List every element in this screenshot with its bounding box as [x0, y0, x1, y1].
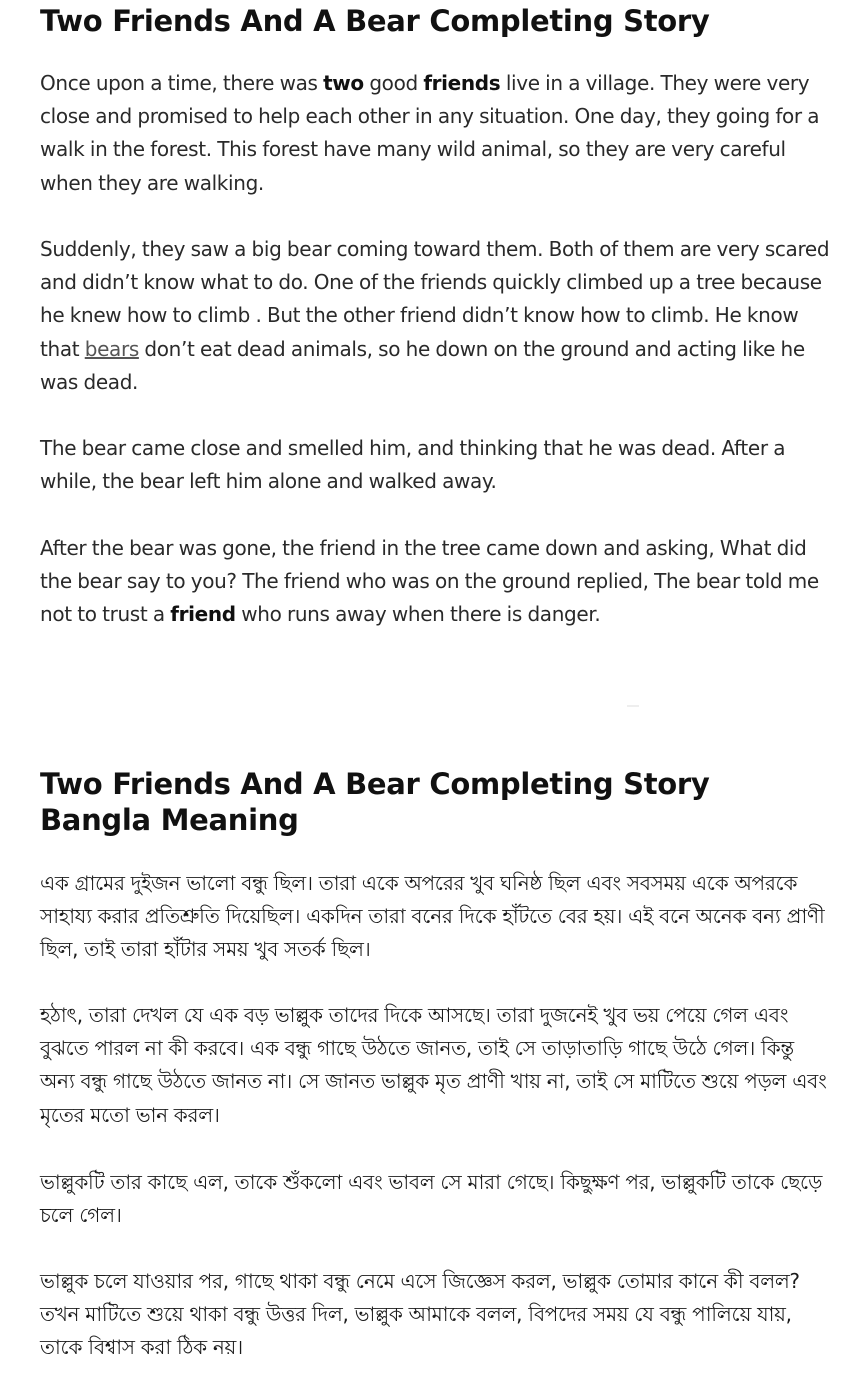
text-run: After the bear was gone, the friend in the tree came down and asking, What did the bear say to you? The friend who was on the ground replied, The bear told me not to trust a	[40, 536, 819, 627]
bangla-paragraph-4: ভাল্লুক চলে যাওয়ার পর, গাছে থাকা বন্ধু নেমে এসে জিজ্ঞেস করল, ভাল্লুক তোমার কানে কী বলল? তখন মাটিতে শুয়ে থাকা বন্ধু উত্তর দিল, ভাল্লুক আমাকে বলল, বিপদের সময় যে বন্ধু পালিয়ে যায়, তাকে বিশ্বাস করা ঠিক নয়।	[40, 1269, 800, 1360]
bangla-paragraph-1: এক গ্রামের দুইজন ভালো বন্ধু ছিল। তারা একে অপরের খুব ঘনিষ্ঠ ছিল এবং সবসময় একে অপরকে সাহায্য করার প্রতিশ্রুতি দিয়েছিল। একদিন তারা বনের দিকে হাঁটতে বের হয়। এই বনে অনেক বন্য প্রাণী ছিল, তাই তারা হাঁটার সময় খুব সতর্ক ছিল।	[40, 871, 825, 962]
english-paragraph-4	[40, 532, 830, 632]
english-paragraph-2	[40, 233, 830, 399]
bold-word: friends	[423, 71, 501, 95]
bangla-section-title	[40, 766, 830, 838]
text-run: Suddenly, they saw a big bear coming toward them. Both of them are very scared and didn’t know what to do. One of the friends quickly climbed up a tree because he knew how to climb . But the other friend didn’t know how to climb. He know that	[40, 237, 830, 361]
english-paragraph-1	[40, 67, 830, 200]
english-paragraph-3: The bear came close and smelled him, and thinking that he was dead. After a while, the bear left him alone and walked away.	[40, 436, 786, 494]
text-run: don’t eat dead animals, so he down on the ground and acting like he was dead.	[40, 336, 805, 394]
separator-mark	[627, 705, 639, 707]
story-title: Two Friends And A Bear Completing Story	[40, 4, 710, 38]
title-line: Two Friends And A Bear Completing Story	[40, 767, 710, 801]
bears-link[interactable]: bears	[84, 336, 139, 361]
bold-word: two	[323, 71, 364, 95]
bangla-paragraph-3: ভাল্লুকটি তার কাছে এল, তাকে শুঁকলো এবং ভাবল সে মারা গেছে। কিছুক্ষণ পর, ভাল্লুকটি তাকে ছেড়ে চলে গেল।	[40, 1170, 823, 1228]
text-run: live in a village. They were very close and promised to help each other in any situation. One day, they going for a walk in the forest. This forest have many wild animal, so they are very careful when they are walking.	[40, 71, 820, 195]
text-run: good	[363, 71, 424, 95]
title-line: Bangla Meaning	[40, 803, 299, 837]
text-run: Once upon a time, there was	[40, 71, 324, 95]
text-run: who runs away when there is danger.	[235, 602, 601, 627]
bold-word: friend	[170, 602, 236, 627]
bangla-paragraph-2: হঠাৎ, তারা দেখল যে এক বড় ভাল্লুক তাদের দিকে আসছে। তারা দুজনেই খুব ভয় পেয়ে গেল এবং বুঝতে পারল না কী করবে। এক বন্ধু গাছে উঠতে জানত, তাই সে তাড়াতাড়ি গাছে উঠে গেল। কিন্তু অন্য বন্ধু গাছে উঠতে জানত না। সে জানত ভাল্লুক মৃত প্রাণী খায় না, তাই সে মাটিতে শুয়ে পড়ল এবং মৃতের মতো ভান করল।	[40, 1003, 827, 1127]
